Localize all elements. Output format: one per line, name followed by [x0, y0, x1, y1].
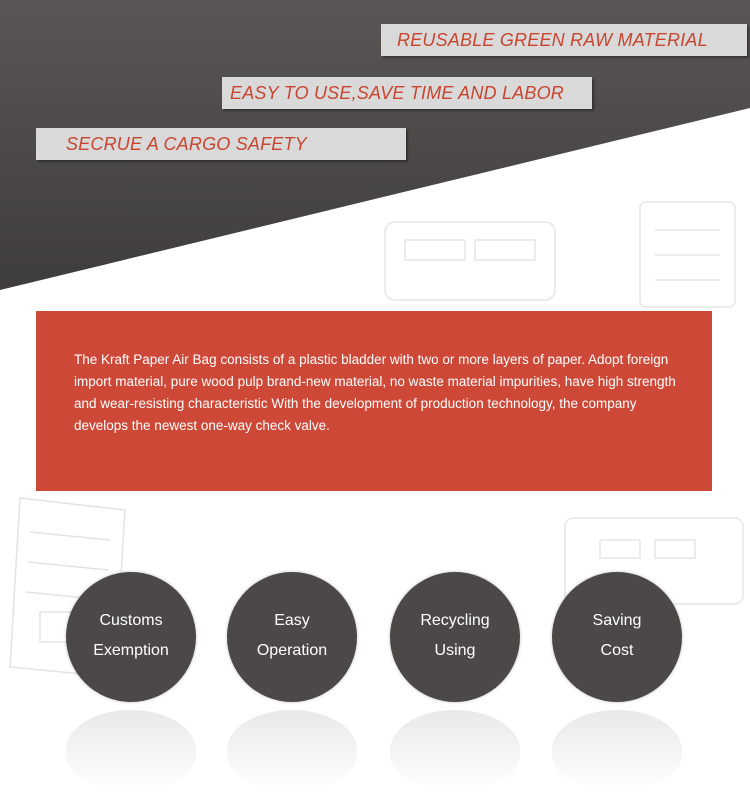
feature-label-line2: Operation: [256, 642, 328, 659]
feature-saving-cost: [552, 572, 682, 702]
feature-label-line2: Exemption: [93, 642, 169, 659]
circle-reflection: [390, 710, 520, 790]
circle-reflection: [66, 710, 196, 790]
tag-easy-to-use: EASY TO USE,SAVE TIME AND LABOR: [222, 77, 592, 109]
feature-customs-exemption: [66, 572, 196, 702]
description-text: The Kraft Paper Air Bag consists of a plastic bladder with two or more layers of paper. Adopt foreign import material, pure wood pulp brand-new material, no waste material impurities, have high strength and wear-resisting characteristic With the development of production technology, the company develops the newest one-way check valve.: [74, 352, 676, 433]
circle-reflection: [227, 710, 357, 790]
circle-reflection: [552, 710, 682, 790]
feature-label-line1: Recycling: [420, 612, 490, 629]
feature-label-line2: Using: [434, 642, 476, 659]
feature-label-line1: Customs: [99, 612, 163, 629]
feature-label-line2: Cost: [600, 642, 634, 659]
feature-label-line1: Saving: [592, 612, 642, 629]
feature-recycling-using: [390, 572, 520, 702]
feature-label-line1: Easy: [274, 612, 310, 629]
tag-reusable-material: REUSABLE GREEN RAW MATERIAL: [381, 24, 747, 56]
feature-easy-operation: [227, 572, 357, 702]
airbag-illustration-right: [375, 200, 750, 310]
description-box: [36, 311, 712, 491]
tag-cargo-safety: SECRUE A CARGO SAFETY: [36, 128, 406, 160]
